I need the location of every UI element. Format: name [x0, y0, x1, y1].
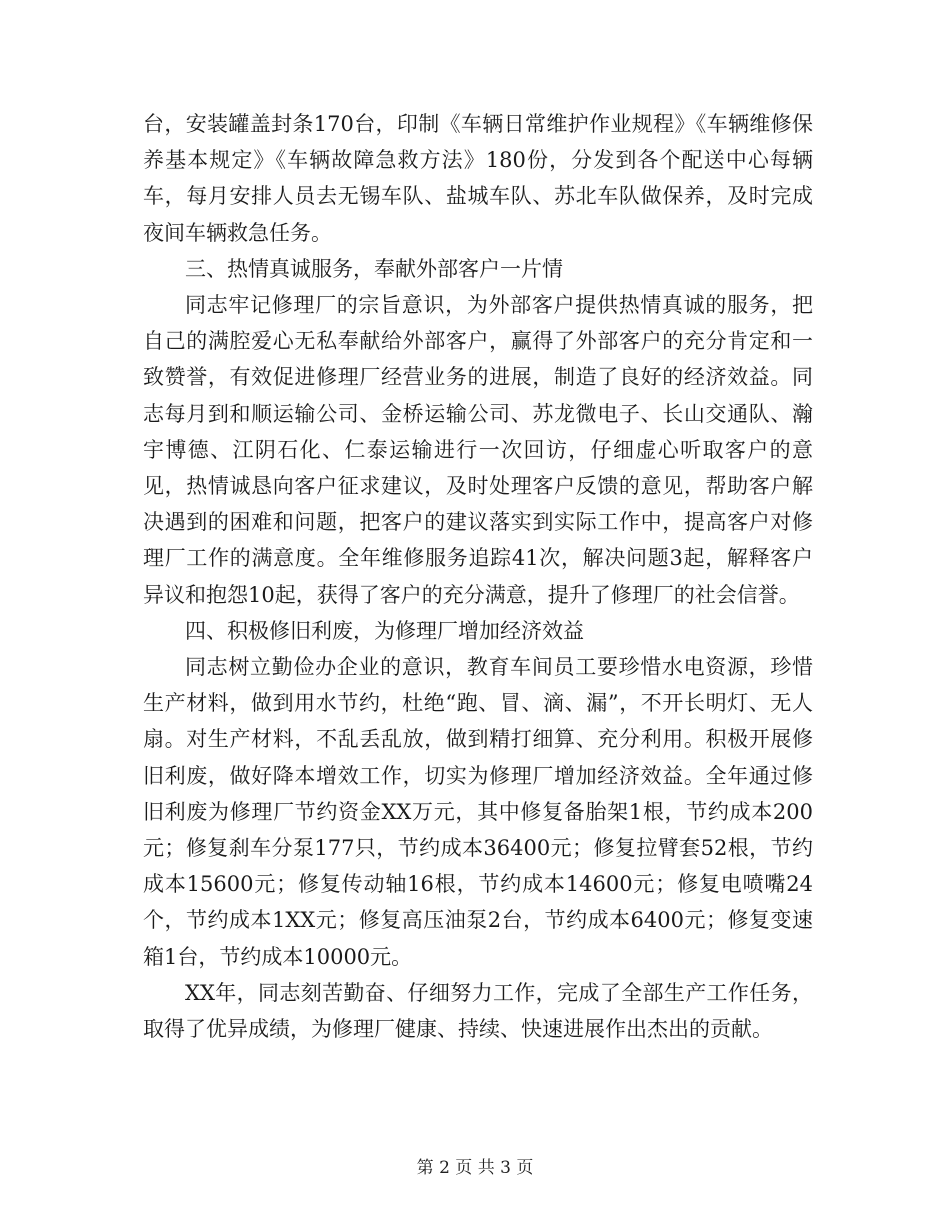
paragraph-cost-saving: 同志树立勤俭办企业的意识，教育车间员工要珍惜水电资源，珍惜生产材料，做到用水节约，杜绝“跑、冒、滴、漏”，不开长明灯、无人扇。对生产材料，不乱丢乱放，做到精打细算、充分利用。积极开展修旧利废，做好降本增效工作，切实为修理厂增加经济效益。全年通过修旧利废为修理厂节约资金XX万元，其中修复备胎架1根，节约成本200元；修复刹车分泵177只，节约成本36400元；修复拉臂套52根，节约成本15600元；修复传动轴16根，节约成本14600元；修复电喷嘴24个，节约成本1XX元；修复高压油泵2台，节约成本6400元；修复变速箱1台，节约成本10000元。 — [143, 655, 813, 969]
section-heading-3: 三、热情真诚服务，奉献外部客户一片情 — [185, 256, 563, 281]
paragraph-continuation: 台，安装罐盖封条170台，印制《车辆日常维护作业规程》《车辆维修保养基本规定》《车辆故障急救方法》180份，分发到各个配送中心每辆车，每月安排人员去无锡车队、盐城车队、苏北车队做保养，及时完成夜间车辆救急任务。 — [143, 112, 813, 245]
paragraph-conclusion: XX年，同志刻苦勤奋、仔细努力工作，完成了全部生产工作任务，取得了优异成绩，为修理厂健康、持续、快速进展作出杰出的贡献。 — [143, 980, 813, 1042]
paragraph-customer-service: 同志牢记修理厂的宗旨意识，为外部客户提供热情真诚的服务，把自己的满腔爱心无私奉献给外部客户，赢得了外部客户的充分肯定和一致赞誉，有效促进修理厂经营业务的进展，制造了良好的经济效益。同志每月到和顺运输公司、金桥运输公司、苏龙微电子、长山交通队、瀚宇博德、江阴石化、仁泰运输进行一次回访，仔细虚心听取客户的意见，热情诚恳向客户征求建议，及时处理客户反馈的意见，帮助客户解决遇到的困难和问题，把客户的建议落实到实际工作中，提高客户对修理厂工作的满意度。全年维修服务追踪41次，解决问题3起，解释客户异议和抱怨10起，获得了客户的充分满意，提升了修理厂的社会信誉。 — [143, 293, 813, 607]
document-body — [143, 106, 813, 1047]
page-number-footer: 第 2 页 共 3 页 — [416, 1158, 534, 1178]
section-heading-4: 四、积极修旧利废，为修理厂增加经济效益 — [185, 618, 584, 643]
